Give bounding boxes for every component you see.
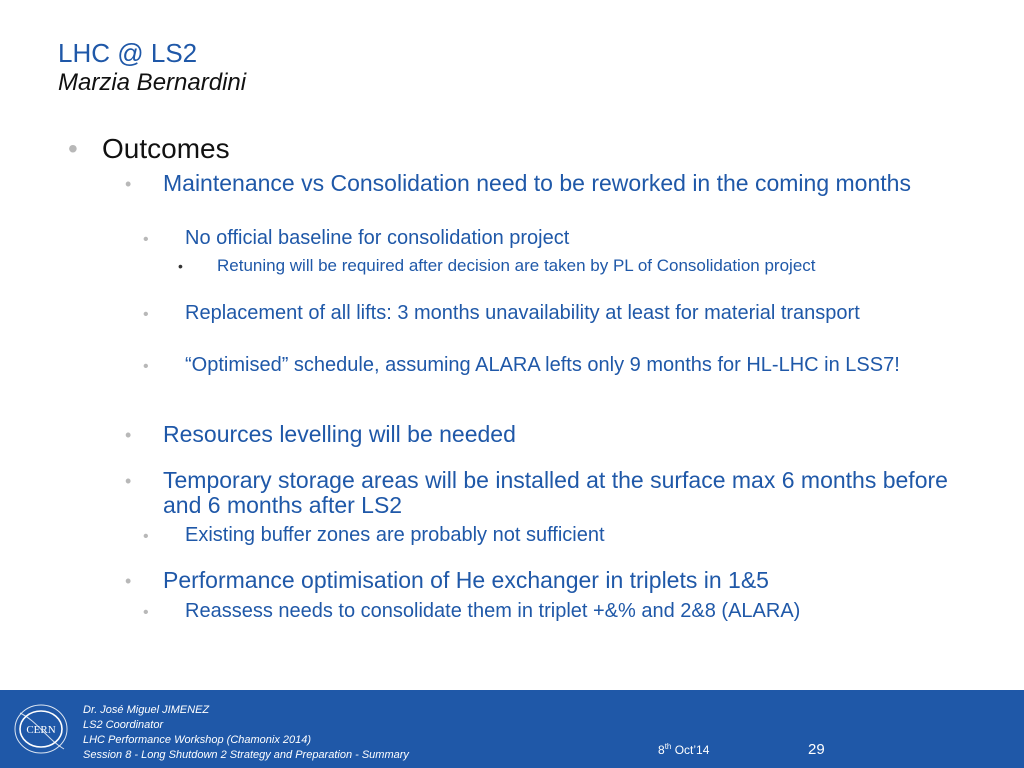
date-day: 8	[658, 743, 665, 757]
bullet-text: Maintenance vs Consolidation need to be reworked in the coming months	[163, 170, 911, 196]
bullet-optimised	[143, 354, 965, 377]
bullet-retuning	[178, 256, 917, 276]
slide-header	[58, 38, 246, 97]
bullet-text: Resources levelling will be needed	[163, 421, 516, 447]
bullet-text: Retuning will be required after decision are taken by PL of Consolidation project	[217, 256, 816, 275]
bullet-dot: •	[125, 174, 132, 194]
bullet-text: Existing buffer zones are probably not sufficient	[185, 524, 605, 546]
bullet-buffer	[143, 524, 965, 547]
bullet-dot: •	[143, 358, 149, 375]
slide-title: LHC @ LS2	[58, 38, 198, 68]
cern-logo-text: CERN	[26, 724, 56, 736]
bullet-resources	[125, 422, 963, 447]
bullet-text: Outcomes	[102, 133, 230, 164]
bullet-text: Replacement of all lifts: 3 months unavailability at least for material transport	[185, 302, 860, 324]
bullet-text: Performance optimisation of He exchanger in triplets in 1&5	[163, 567, 769, 593]
bullet-dot: •	[143, 231, 149, 248]
date-suffix: th	[664, 742, 672, 751]
footer-date	[658, 742, 709, 757]
bullet-performance	[125, 568, 963, 593]
footer-author-block	[83, 703, 409, 763]
footer-author: Dr. José Miguel JIMENEZ	[83, 704, 210, 716]
footer-role: LS2 Coordinator	[83, 719, 164, 731]
bullet-dot: •	[68, 133, 78, 164]
bullet-text: “Optimised” schedule, assuming ALARA lefts only 9 months for HL-LHC in LSS7!	[185, 354, 900, 376]
bullet-dot: •	[125, 471, 132, 491]
page-number: 29	[808, 741, 825, 758]
bullet-dot: •	[143, 306, 149, 323]
date-month-year: Oct’14	[671, 743, 710, 757]
bullet-dot: •	[143, 528, 149, 545]
footer-event: LHC Performance Workshop (Chamonix 2014)	[83, 734, 312, 746]
bullet-temp-storage	[125, 468, 963, 518]
bullet-reassess	[143, 600, 965, 623]
bullet-dot: •	[125, 571, 132, 591]
bullet-outcomes	[68, 132, 982, 166]
bullet-dot: •	[178, 258, 183, 274]
bullet-maintenance	[125, 171, 963, 196]
bullet-text: Temporary storage areas will be installed at the surface max 6 months before and 6 months after LS2	[163, 467, 948, 518]
bullet-text: No official baseline for consolidation project	[185, 227, 570, 249]
bullet-lifts	[143, 302, 965, 325]
bullet-dot: •	[125, 425, 132, 445]
bullet-text: Reassess needs to consolidate them in triplet +&% and 2&8 (ALARA)	[185, 600, 801, 622]
footer-session: Session 8 - Long Shutdown 2 Strategy and Preparation - Summary	[83, 749, 409, 761]
bullet-no-baseline	[143, 227, 965, 250]
slide-subtitle: Marzia Bernardini	[58, 69, 247, 96]
bullet-dot: •	[143, 604, 149, 621]
cern-logo-icon	[12, 699, 70, 757]
slide-footer	[0, 690, 1024, 768]
